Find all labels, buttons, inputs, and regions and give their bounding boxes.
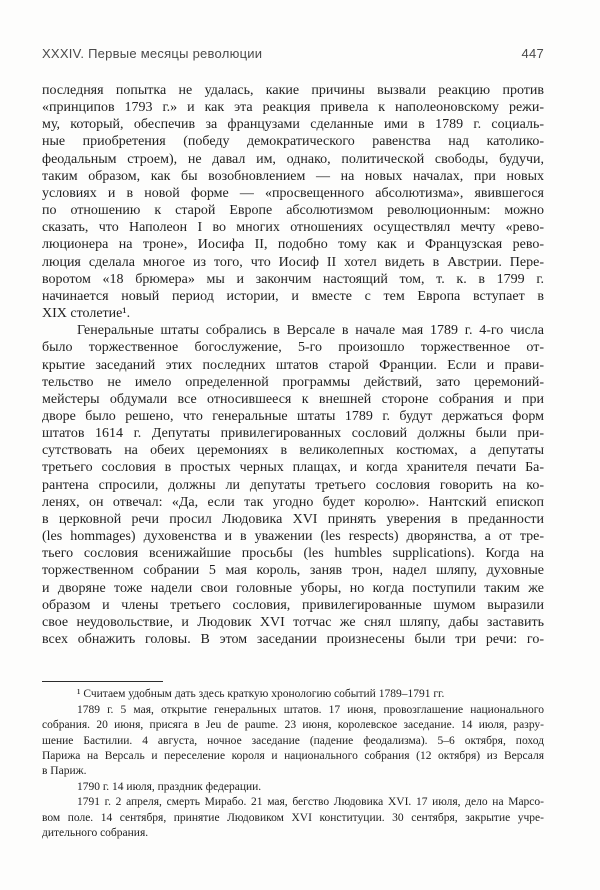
running-head [42,46,544,61]
footnote-text-line: дительного собрания. [42,827,149,840]
footnote-paragraph [42,687,544,702]
footnote-paragraph [42,795,544,841]
body-text-line: и дворяне тоже надели свои головные уборы, но когда поступили таким же [42,580,544,596]
body-text-line: XIX столетие¹. [42,306,131,322]
body-text-line: последняя попытка не удалась, какие причины вызвали реакцию против [42,83,544,98]
footnote-text-line: Парижа на Версаль и переселение короля и национального собрания (12 октября) из Версаля [42,749,544,762]
body-text-line: всех обнажить головы. В этом заседании произнесены были три речи: го- [42,632,544,647]
body-text-line: образом и члены третьего сословия, привилегированные шумом выразили [42,597,544,613]
footnote-text-line: собрания. 20 июня, присяга в Jeu de paume. 23 июня, королевское заседание. 14 июля, разру- [42,719,544,732]
body-text-line: начинается новый период истории, и вместе с тем Европа вступает в [42,288,544,304]
body-text-line: в церковной речи просил Людовика XVI принять уверения в преданности [42,511,544,527]
footnote-text-line: 1791 г. 2 апреля, смерть Мирабо. 21 мая, бегство Людовика XVI. 17 июля, дело на Марсо- [77,796,544,809]
body-text-line: дворе было решено, что генеральные штаты 1789 г. будут держаться форм [42,408,544,424]
body-paragraph [42,322,544,648]
body-text-line: му, который, обеспечив за французами сделанные ими в 1789 г. социаль- [42,117,544,133]
body-text-line: по отношению к старой Европе абсолютизмом революционным: можно [42,203,544,219]
body-text-line: таким образом, как бы возобновлением — на новых началах, при новых [42,168,544,184]
footnote-paragraph [42,780,544,795]
body-text-line: торжественном собрании 5 мая король, заняв трон, надел шляпу, духовные [42,563,544,579]
body-text-line: свое неудовольствие, и Людовик XVI тотчас же снял шляпу, дабы заставить [42,614,544,630]
footnote-text-line: 1789 г. 5 мая, открытие генеральных штатов. 17 июня, провозглашение национального [77,703,544,716]
body-text-line: крытие заседаний этих последних штатов старой Франции. Если и прави- [42,357,544,373]
body-text [42,82,544,648]
body-text-line: третьего сословия в простых черных плащах, и когда хранителя печати Ба- [42,460,544,476]
footnote [42,687,544,842]
body-text-line: люционера на троне», Иосифа II, подобно тому как и Французская рево- [42,237,544,253]
footnote-text-line: вом поле. 14 сентября, принятие Людовиком XVI конституции. 30 сентября, закрытие учре- [42,811,544,824]
footnote-paragraph [42,703,544,780]
body-text-line: штатов 1614 г. Депутаты привилегированных сословий должны были при- [42,426,544,442]
body-text-line: феодальным строем), не давал им, однако, политической свободы, будучи, [42,151,544,167]
footnote-separator [42,681,163,682]
body-text-line: тельство не имело определенной программы действий, зато церемоний- [42,374,544,390]
body-paragraph [42,82,544,322]
body-text-line: условиях и в новой форме — «просвещенного абсолютизма», явившегося [42,185,544,201]
chapter-title: XXXIV. Первые месяцы революции [42,46,263,61]
body-text-line: «принципов 1793 г.» и как эта реакция привела к наполеоновскому режи- [42,100,544,116]
body-text-line: люция сделала многое из того, что Иосиф II хотел видеть в Австрии. Пере- [42,254,544,270]
footnote-text-line: шение Бастилии. 4 августа, ночное заседание (падение феодализма). 5–6 октября, поход [42,734,544,747]
page-number: 447 [521,46,544,61]
body-text-line: (les hommages) духовенства и в уважении (les respects) дворянства, а от тре- [42,529,544,545]
body-text-line: рантена спросили, должны ли депутаты третьего сословия говорить на ко- [42,477,544,493]
body-text-line: ные приобретения (победу демократического равенства над католико- [42,134,544,150]
body-text-line: сказать, что Наполеон I во многих отношениях осуществлял мечту «рево- [42,220,544,236]
body-text-line: было торжественное богослужение, 5-го произошло торжественное от- [42,340,544,356]
body-text-line: тьего сословия всенижайшие просьбы (les humbles supplications). Когда на [42,546,544,562]
body-text-line: ленях, он отвечал: «Да, если так угодно будет королю». Нантский епископ [42,494,544,510]
footnote-text-line: 1790 г. 14 июля, праздник федерации. [77,780,262,793]
footnote-text-line: в Париж. [42,765,87,778]
body-text-line: сутствовать на обеих церемониях в великолепных костюмах, а депутаты [42,443,544,459]
footnote-text-line: ¹ Считаем удобным дать здесь краткую хронологию событий 1789–1791 гг. [77,688,445,701]
body-text-line: воротом «18 брюмера» мы и закончим настоящий том, т. к. в 1799 г. [42,271,544,287]
body-text-line: Генеральные штаты собрались в Версале в начале мая 1789 г. 4-го числа [77,323,544,339]
body-text-line: мейстеры обдумали все относившееся к внешней стороне собрания и при [42,391,544,407]
